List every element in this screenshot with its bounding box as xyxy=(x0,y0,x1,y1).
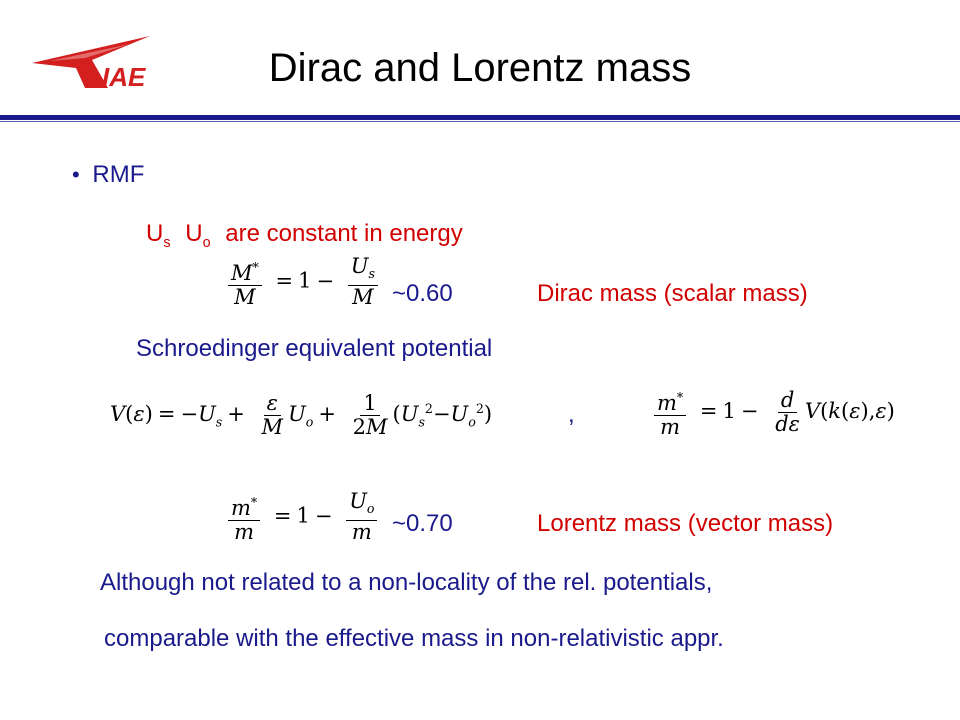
slide-title: Dirac and Lorentz mass xyxy=(268,46,692,90)
constant-text: are constant in energy xyxy=(225,220,463,247)
separator-comma: , xyxy=(568,401,575,428)
dirac-label: Dirac mass (scalar mass) xyxy=(537,280,808,307)
logo-text: IAE xyxy=(102,62,146,92)
lorentz-label: Lorentz mass (vector mass) xyxy=(537,510,834,537)
potential-equation: $V(\varepsilon) = -U_s$ + $\frac{\varepsilon}{M}$ $U_o$ + $\frac{1}{2M}$ $(U_s^2-U_o^2)$ xyxy=(110,391,493,440)
lorentz-mass-equation: $\frac{m^*}{m}$ = 1 − $\frac{U_o}{m}$ xyxy=(226,490,379,544)
dirac-value: ~0.60 xyxy=(392,280,453,307)
lorentz-value: ~0.70 xyxy=(392,510,453,537)
effective-mass-equation: $\frac{m^*}{m}$ = 1 − $\frac{d}{d\varepsilon}$ V(k(ε),ε) xyxy=(652,386,895,439)
uo-symbol: $U_o$ xyxy=(185,220,211,251)
title-rule-thin xyxy=(0,121,960,122)
rmf-label: RMF xyxy=(92,161,145,188)
note-line-1: Although not related to a non-locality of the rel. potentials, xyxy=(100,569,713,596)
rmf-bullet xyxy=(72,160,144,190)
note-line-2: comparable with the effective mass in non-relativistic appr. xyxy=(104,625,724,652)
dirac-mass-equation: $\frac{M^*}{M}$ = 1 − $\frac{U_s}{M}$ xyxy=(226,255,380,309)
schroedinger-text: Schroedinger equivalent potential xyxy=(136,335,493,362)
us-symbol: $U_s$ xyxy=(146,220,171,251)
bullet-icon: • xyxy=(72,162,80,187)
title-rule xyxy=(0,115,960,120)
potentials-line xyxy=(146,219,463,258)
